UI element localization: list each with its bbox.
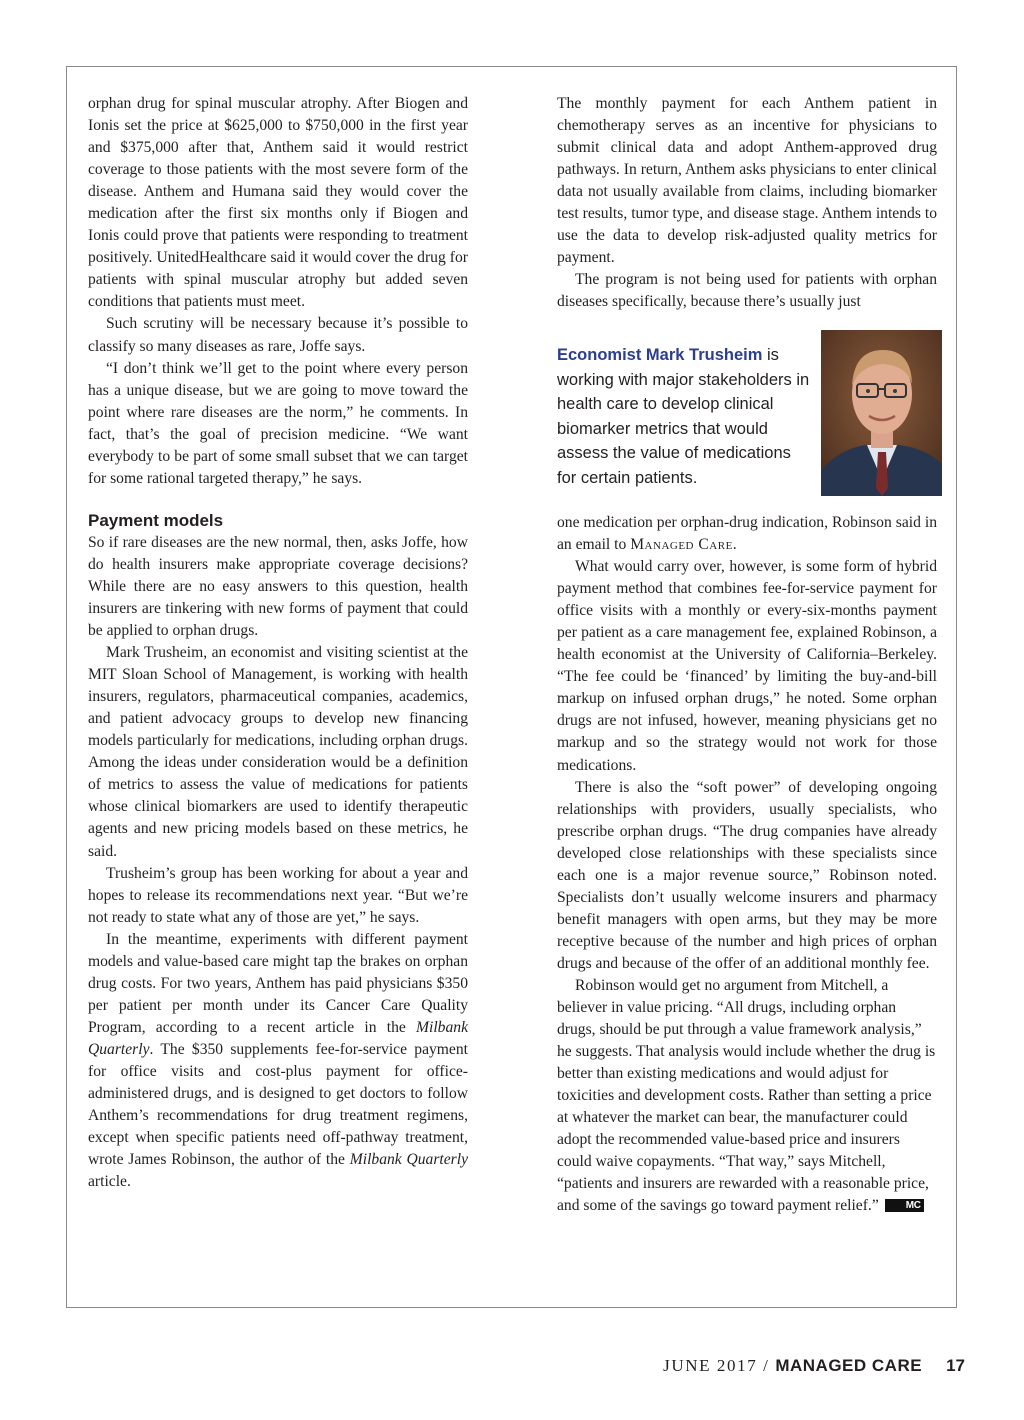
paragraph: Such scrutiny will be necessary because it’s possible to classify so many diseases as rare, Joffe says.: [88, 315, 468, 355]
page-footer: [640, 1356, 965, 1376]
issue-date: JUNE 2017 /: [663, 1356, 776, 1375]
paragraph: What would carry over, however, is some form of hybrid payment method that combines fee-for-service payment for office visits with a monthly or every-six-months payment per patient as a care management fee, explained Robinson, a health economist at the University of California–Berkeley. “The fee could be ‘financed’ by limiting the buy-and-bill markup on infused orphan drugs,” he noted. Some orphan drugs are not infused, however, meaning physicians get no markup and so the strategy would not work for those medications.: [557, 558, 937, 774]
caption-text: is working with major stakeholders in health care to develop clinical biomarker metrics that would assess the value of medications for certain patients.: [557, 346, 810, 487]
page-number: 17: [946, 1356, 965, 1375]
text-run: In the meantime, experiments with different payment models and value-based care might tap the brakes on orphan drug costs. For two years, Anthem has paid physicians $350 per patient per month under its Cancer Care Quality Program, according to a recent article in the: [88, 930, 468, 1036]
paragraph: [557, 512, 937, 556]
paragraph: Mark Trusheim, an economist and visiting scientist at the MIT Sloan School of Management, is working with health insurers, regulators, pharmaceutical companies, academics, and patient advocacy groups to develop new financing models particularly for medications, including orphan drugs. Among the ideas under consideration would be a definition of metrics to assess the value of medications for patients whose clinical biomarkers are used to identify therapeutic agents and new pricing models based on these metrics, he said.: [88, 644, 468, 860]
paragraph: “I don’t think we’ll get to the point where every person has a unique disease, but we are going to move toward the point where rare diseases are the norm,” he comments. In fact, that’s the goal of precision medicine. “We want everybody to be part of some small subset that we can target for some rational targeted therapy,” he says.: [88, 359, 468, 487]
journal-title: Milbank Quarterly: [88, 1018, 468, 1058]
section-heading: Payment models: [88, 510, 224, 530]
text-run: article.: [88, 1173, 131, 1191]
caption-name: Economist Mark Trusheim: [557, 346, 763, 364]
paragraph: [88, 929, 468, 1194]
paragraph: [557, 975, 937, 1218]
end-mark-icon: MC: [885, 1199, 924, 1212]
text-run: . The $350 supplements fee-for-service payment for office visits and cost-plus payment for office-administered drugs, and is designed to get doctors to follow Anthem’s recommendations for drug treatment regimens, except when specific patients need off-pathway treatment, wrote James Robinson, the author of the: [88, 1040, 468, 1169]
paragraph: So if rare diseases are the new normal, then, asks Joffe, how do health insurers make appropriate coverage decisions? While there are no easy answers to this question, health insurers are tinkering with new forms of payment that could be applied to orphan drugs.: [88, 533, 468, 640]
paragraph: There is also the “soft power” of developing ongoing relationships with providers, usually specialists, who prescribe orphan drugs. “The drug companies have already developed close relationships with these specialists since each one is a major revenue source,” Robinson noted. Specialists don’t usually welcome insurers and pharmacy benefit managers with open arms, but they may be more receptive because of the number and high prices of orphan drugs and because of the offer of an additional monthly fee.: [557, 778, 937, 972]
portrait-illustration: [821, 330, 942, 496]
right-column-bottom: [557, 512, 937, 1218]
right-column-top: [557, 93, 937, 313]
portrait-photo: [821, 330, 942, 496]
text-run: one medication per orphan-drug indication, Robinson said in an email to: [557, 514, 937, 554]
paragraph: The program is not being used for patients with orphan diseases specifically, because there’s usually just: [557, 271, 937, 311]
magazine-title: MANAGED CARE: [775, 1356, 923, 1375]
paragraph: Trusheim’s group has been working for about a year and hopes to release its recommendations next year. “But we’re not ready to state what any of those are yet,” he says.: [88, 864, 468, 926]
paragraph: The monthly payment for each Anthem patient in chemotherapy serves as an incentive for physicians to submit clinical data and adopt Anthem-approved drug pathways. In return, Anthem asks physicians to enter clinical data not usually available from claims, including biomarker test results, tumor type, and disease stage. Anthem intends to use the data to develop risk-adjusted quality metrics for payment.: [557, 95, 937, 267]
magazine-name: Managed Care: [630, 536, 733, 554]
left-column: [88, 93, 468, 1193]
paragraph: orphan drug for spinal muscular atrophy. After Biogen and Ionis set the price at $625,000 to $750,000 in the first year and $375,000 after that, Anthem said it would restrict coverage to those patients with the most severe form of the disease. Anthem and Humana said they would cover the medication after the first six months only if Biogen and Ionis could prove that patients were responding to treatment positively. UnitedHealthcare said it would cover the drug for patients with spinal muscular atrophy but added seven conditions that patients must meet.: [88, 95, 468, 311]
journal-title: Milbank Quarterly: [349, 1151, 469, 1169]
photo-caption: [557, 343, 812, 491]
text-run: Robinson would get no argument from Mitchell, a believer in value pricing. “All drugs, including orphan drugs, should be put through a value framework analysis,” he suggests. That analysis would include whether the drug is better than existing medications and would adjust for toxicities and development costs. Rather than setting a price at whatever the market can bear, the manufacturer could adopt the recommended value-based price and insurers could waive copayments. “That way,” says Mitchell, “patients and insurers are rewarded with a reasonable price, and some of the savings go toward payment relief.”: [557, 976, 936, 1215]
text-run: .: [732, 536, 737, 554]
